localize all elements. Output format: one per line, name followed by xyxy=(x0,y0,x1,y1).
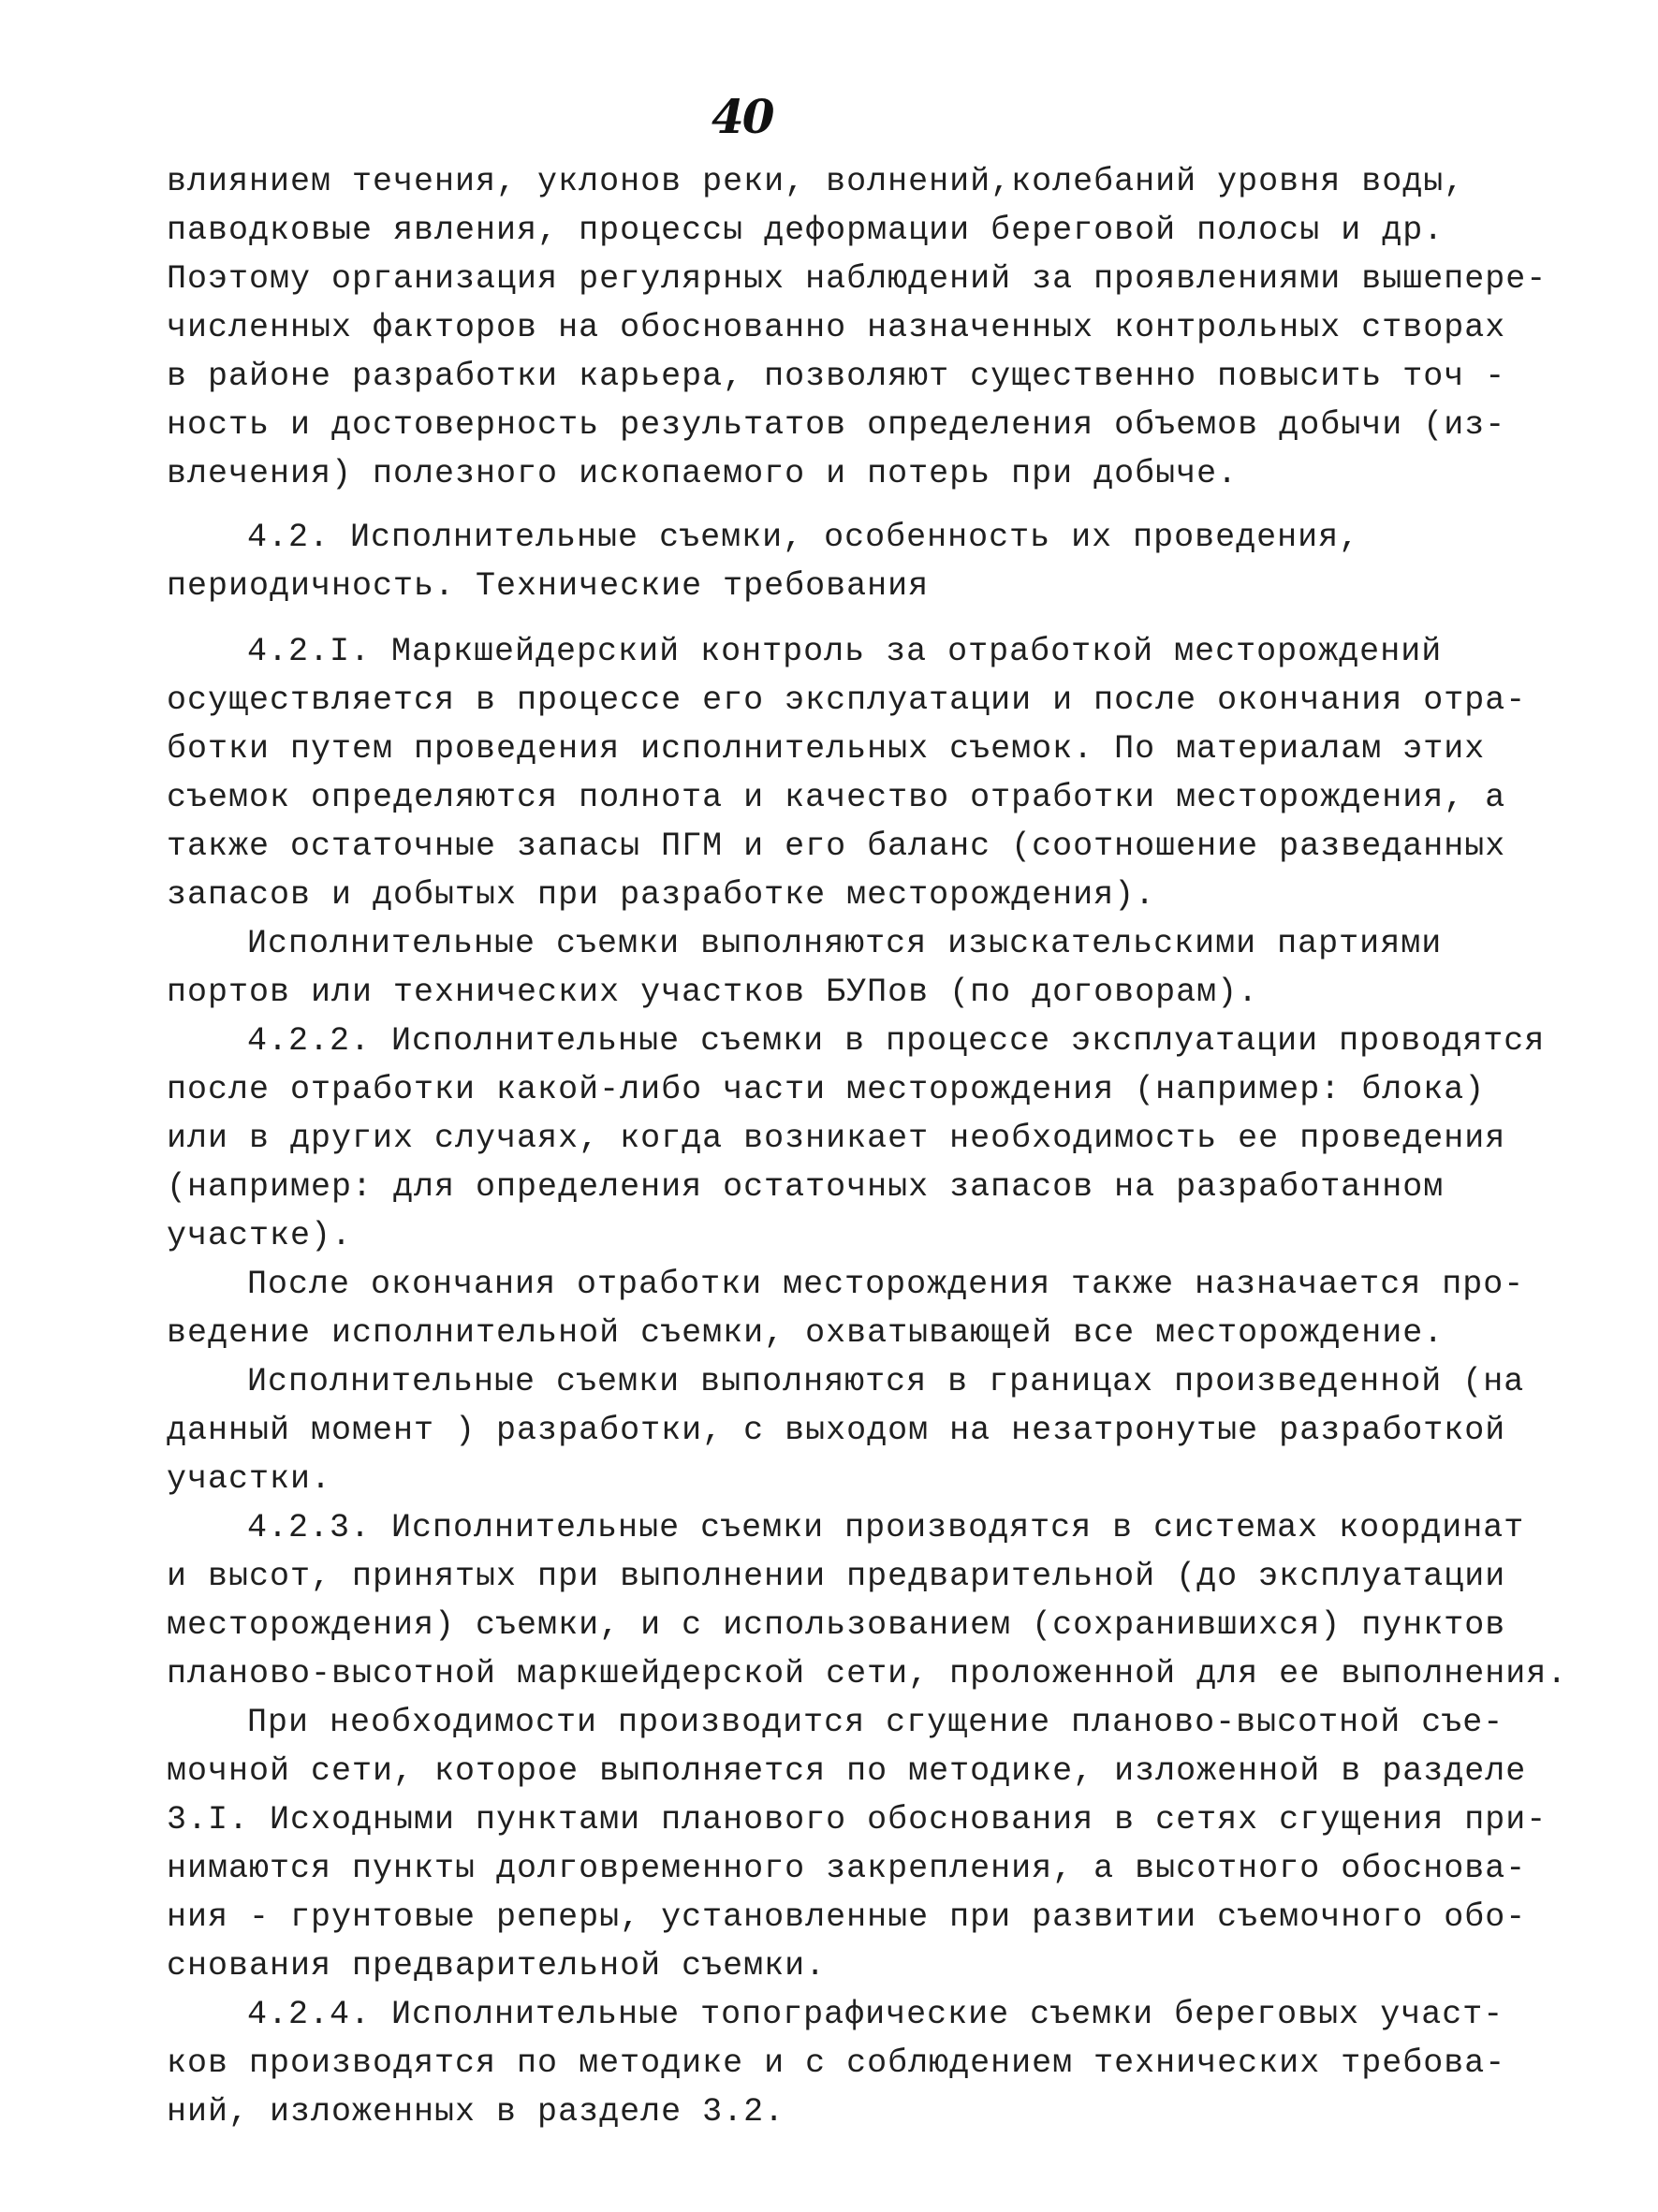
text-line: Поэтому организация регулярных наблюдений за проявлениями вышепере- xyxy=(167,260,1548,298)
text-line: и высот, принятых при выполнении предварительной (до эксплуатации xyxy=(167,1558,1506,1595)
text-line: Исполнительные съемки выполняются в границах произведенной (на xyxy=(247,1363,1525,1400)
text-line: Исполнительные съемки выполняются изыскательскими партиями xyxy=(247,925,1443,962)
text-line: ков производятся по методике и с соблюдением технических требова- xyxy=(167,2044,1506,2082)
text-line: в районе разработки карьера, позволяют существенно повысить точ - xyxy=(167,358,1506,395)
text-line: 4.2.I. Маркшейдерский контроль за отработкой месторождений xyxy=(247,633,1443,670)
text-line: 4.2.3. Исполнительные съемки производятся в системах координат xyxy=(247,1509,1525,1546)
text-line: данный момент ) разработки, с выходом на незатронутые разработкой xyxy=(167,1412,1506,1449)
text-line: портов или технических участков БУПов (по договорам). xyxy=(167,974,1259,1011)
text-line: участке). xyxy=(167,1217,353,1254)
text-line: после отработки какой-либо части месторождения (например: блока) xyxy=(167,1071,1486,1108)
text-line: мочной сети, которое выполняется по методике, изложенной в разделе xyxy=(167,1752,1527,1790)
text-line: 4.2.2. Исполнительные съемки в процессе эксплуатации проводятся xyxy=(247,1022,1546,1060)
text-line: ведение исполнительной съемки, охватывающей все месторождение. xyxy=(167,1314,1445,1352)
text-line: осуществляется в процессе его эксплуатации и после окончания отра- xyxy=(167,681,1527,719)
text-line: месторождения) съемки, и с использованием (сохранившихся) пунктов xyxy=(167,1606,1506,1644)
text-line: После окончания отработки месторождения также назначается про- xyxy=(247,1266,1525,1303)
text-line: нимаются пункты долговременного закрепления, а высотного обоснова- xyxy=(167,1850,1527,1887)
section-heading-line: 4.2. Исполнительные съемки, особенность их проведения, xyxy=(247,519,1360,556)
text-line: ний, изложенных в разделе 3.2. xyxy=(167,2093,785,2131)
text-line: снования предварительной съемки. xyxy=(167,1947,827,1985)
section-heading-line: периодичность. Технические требования xyxy=(167,567,930,605)
text-line: 4.2.4. Исполнительные топографические съемки береговых участ- xyxy=(247,1996,1504,2033)
text-line: ботки путем проведения исполнительных съемок. По материалам этих xyxy=(167,730,1486,768)
page-number: 40 xyxy=(712,89,773,144)
text-line: (например: для определения остаточных запасов на разработанном xyxy=(167,1168,1445,1206)
text-line: 3.I. Исходными пунктами планового обоснования в сетях сгущения при- xyxy=(167,1801,1548,1838)
text-line: При необходимости производится сгущение планово-высотной съе- xyxy=(247,1704,1504,1741)
text-line: ния - грунтовые реперы, установленные при развитии съемочного обо- xyxy=(167,1898,1527,1936)
text-line: влиянием течения, уклонов реки, волнений,колебаний уровня воды, xyxy=(167,163,1465,200)
text-line: съемок определяются полнота и качество отработки месторождения, а xyxy=(167,779,1506,816)
text-line: влечения) полезного ископаемого и потерь при добыче. xyxy=(167,455,1239,492)
text-line: участки. xyxy=(167,1460,332,1498)
text-line: численных факторов на обоснованно назначенных контрольных створах xyxy=(167,309,1506,346)
text-line: запасов и добытых при разработке месторождения). xyxy=(167,876,1156,914)
text-line: планово-высотной маркшейдерской сети, проложенной для ее выполнения. xyxy=(167,1655,1568,1692)
text-line: также остаточные запасы ПГМ и его баланс (соотношение разведанных xyxy=(167,828,1506,865)
text-line: ность и достоверность результатов определения объемов добычи (из- xyxy=(167,406,1506,444)
text-line: паводковые явления, процессы деформации береговой полосы и др. xyxy=(167,212,1445,249)
text-line: или в других случаях, когда возникает необходимость ее проведения xyxy=(167,1120,1506,1157)
